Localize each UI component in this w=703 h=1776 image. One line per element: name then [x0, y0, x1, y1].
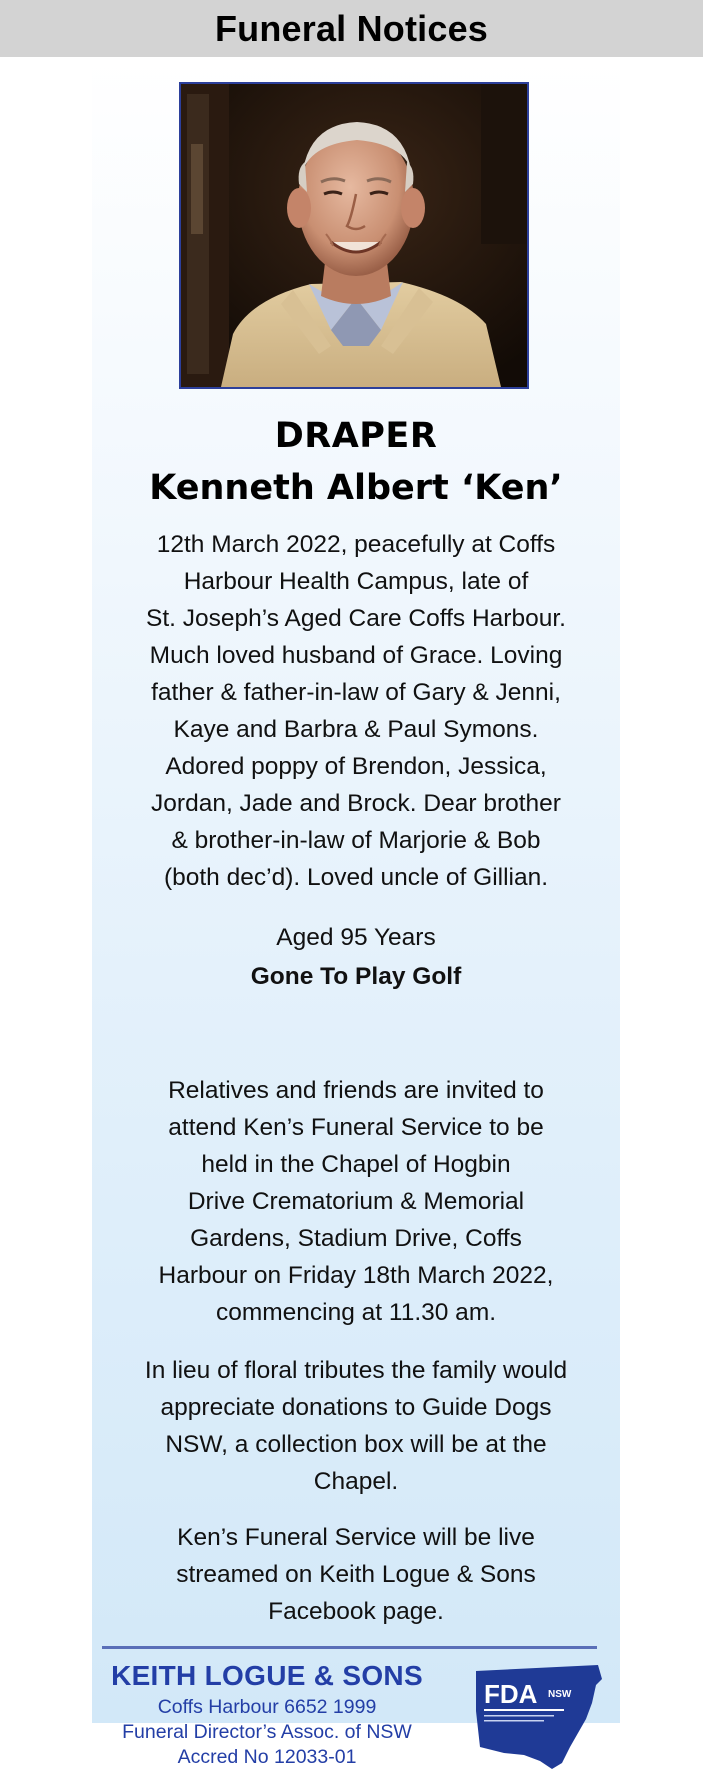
portrait-image — [181, 84, 527, 387]
text-line: Facebook page. — [268, 1598, 444, 1625]
funeral-director-phone: Coffs Harbour 6652 1999 — [157, 1696, 377, 1718]
text-line: appreciate donations to Guide Dogs — [160, 1394, 552, 1421]
text-line: Harbour on Friday 18th March 2022, — [158, 1262, 554, 1289]
text-line: streamed on Keith Logue & Sons — [176, 1561, 536, 1588]
text-line: Drive Crematorium & Memorial — [187, 1188, 525, 1215]
page-title: Funeral Notices — [214, 7, 489, 49]
notice-paragraph-livestream — [102, 1519, 610, 1630]
text-line: In lieu of floral tributes the family would — [144, 1357, 568, 1384]
age-line: Aged 95 Years — [276, 924, 436, 951]
deceased-surname: DRAPER — [274, 416, 438, 456]
text-line: held in the Chapel of Hogbin — [201, 1151, 511, 1178]
header-bar — [0, 0, 703, 57]
fda-nsw-logo — [474, 1663, 604, 1771]
text-line: Relatives and friends are invited to — [168, 1077, 544, 1104]
portrait-photo — [179, 82, 529, 389]
notice-paragraph-service — [102, 1072, 610, 1331]
deceased-full-name: Kenneth Albert ‘Ken’ — [149, 468, 563, 508]
text-line: father & father-in-law of Gary & Jenni, — [151, 679, 561, 706]
text-line: Chapel. — [313, 1468, 399, 1495]
funeral-director-accreditation: Accred No 12033-01 — [177, 1746, 357, 1768]
text-line: commencing at 11.30 am. — [215, 1299, 497, 1326]
text-line: & brother-in-law of Marjorie & Bob — [171, 827, 541, 854]
notice-paragraph-death-details — [102, 526, 610, 896]
logo-subtext: NSW — [548, 1689, 572, 1700]
funeral-director-name: KEITH LOGUE & SONS — [111, 1660, 423, 1691]
text-line: (both dec’d). Loved uncle of Gillian. — [163, 864, 549, 891]
text-line: St. Joseph’s Aged Care Coffs Harbour. — [146, 605, 566, 632]
logo-text: FDA — [484, 1679, 538, 1709]
text-line: NSW, a collection box will be at the — [165, 1431, 547, 1458]
footer-divider — [102, 1646, 597, 1649]
funeral-director-association: Funeral Director’s Assoc. of NSW — [122, 1721, 412, 1743]
text-line: attend Ken’s Funeral Service to be — [168, 1114, 544, 1141]
text-line: Adored poppy of Brendon, Jessica, — [165, 753, 547, 780]
tagline: Gone To Play Golf — [250, 963, 462, 990]
funeral-notice-panel — [92, 60, 620, 1768]
text-line: Ken’s Funeral Service will be live — [177, 1524, 535, 1551]
nsw-map-icon — [474, 1663, 604, 1771]
text-line: Much loved husband of Grace. Loving — [149, 642, 563, 669]
text-line: Kaye and Barbra & Paul Symons. — [173, 716, 539, 743]
text-line: 12th March 2022, peacefully at Coffs — [156, 531, 556, 558]
text-line: Jordan, Jade and Brock. Dear brother — [151, 790, 561, 817]
text-line: Harbour Health Campus, late of — [183, 568, 529, 595]
notice-paragraph-donations — [102, 1352, 610, 1500]
text-line: Gardens, Stadium Drive, Coffs — [190, 1225, 522, 1252]
